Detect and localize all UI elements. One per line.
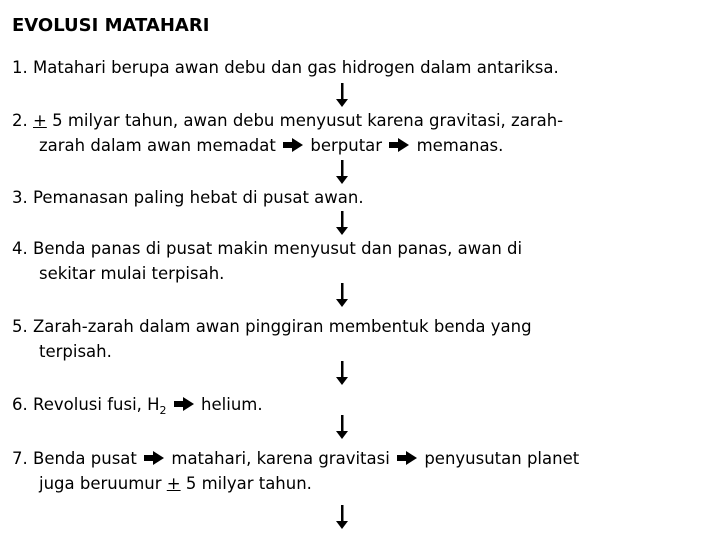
step-number: 3.	[12, 188, 28, 207]
step-number: 4.	[12, 239, 28, 258]
step-number: 1.	[12, 58, 28, 77]
step-number: 5.	[12, 317, 28, 336]
arrow-right-icon	[174, 397, 194, 411]
arrow-down-icon	[336, 505, 348, 529]
arrow-right-icon	[397, 451, 417, 465]
step-text: Benda panas di pusat makin menyusut dan panas, awan di	[33, 239, 523, 258]
step-continuation	[12, 471, 579, 496]
step-3	[12, 185, 364, 210]
arrow-down-icon	[336, 361, 348, 385]
step-text-part: juga beruumur	[39, 474, 162, 493]
step-continuation	[12, 133, 563, 158]
step-number: 7.	[12, 449, 28, 468]
step-text-part: 5 milyar tahun.	[180, 474, 312, 493]
step-continuation: sekitar mulai terpisah.	[39, 264, 225, 283]
arrow-down-icon	[336, 211, 348, 235]
step-text-part: penyusutan planet	[424, 449, 580, 468]
arrow-right-icon	[283, 138, 303, 152]
step-number: 2.	[12, 111, 28, 130]
arrow-down-icon	[336, 415, 348, 439]
step-5	[12, 314, 532, 364]
arrow-down-icon	[336, 283, 348, 307]
step-text: Zarah-zarah dalam awan pinggiran membentuk benda yang	[33, 317, 532, 336]
step-4	[12, 236, 522, 286]
step-2	[12, 108, 563, 158]
step-text-part: berputar	[310, 136, 383, 155]
plus-minus-sign: +	[33, 111, 47, 130]
step-text: Matahari berupa awan debu dan gas hidrogen dalam antariksa.	[33, 58, 559, 77]
arrow-down-icon	[336, 160, 348, 184]
step-text-part: helium.	[201, 395, 263, 414]
step-number: 6.	[12, 395, 28, 414]
arrow-down-icon	[336, 83, 348, 107]
step-6	[12, 392, 263, 419]
step-1	[12, 55, 559, 80]
arrow-right-icon	[389, 138, 409, 152]
step-7	[12, 446, 579, 496]
step-text-part: zarah dalam awan memadat	[39, 136, 276, 155]
arrow-right-icon	[144, 451, 164, 465]
step-text-part: memanas.	[416, 136, 504, 155]
step-text: Pemanasan paling hebat di pusat awan.	[33, 188, 364, 207]
step-continuation: terpisah.	[39, 342, 112, 361]
plus-minus-sign: +	[166, 474, 181, 493]
step-text: Revolusi fusi, H	[33, 395, 160, 414]
step-text-part: Benda pusat	[33, 449, 137, 468]
step-text-part: matahari, karena gravitasi	[171, 449, 390, 468]
step-text: 5 milyar tahun, awan debu menyusut karena gravitasi, zarah-	[46, 111, 564, 130]
subscript: 2	[159, 404, 167, 417]
page-title: EVOLUSI MATAHARI	[12, 15, 210, 36]
